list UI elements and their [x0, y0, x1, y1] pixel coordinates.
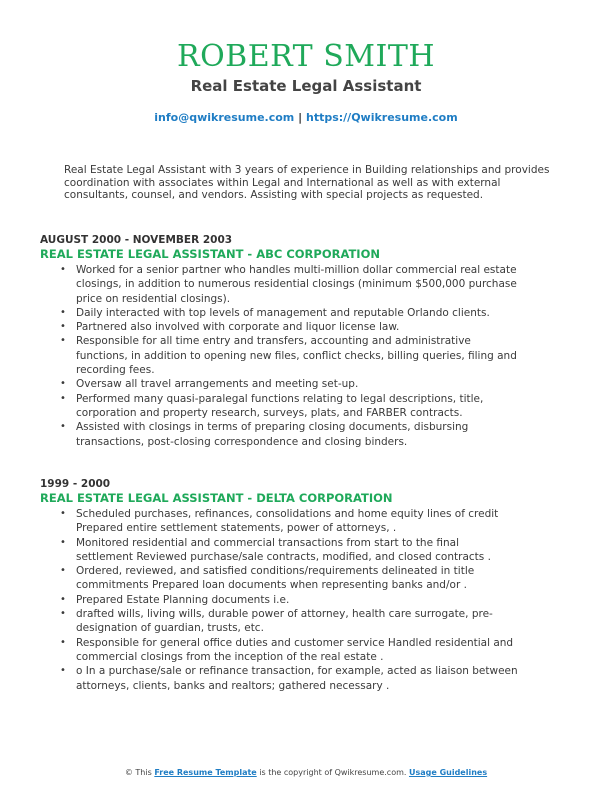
website-link[interactable]: https://Qwikresume.com — [305, 111, 458, 124]
bullet-icon: • — [60, 593, 66, 605]
bullet-icon: • — [60, 392, 66, 404]
bullet-text: Assisted with closings in terms of preparing closing documents, disbursing transactions, post-closing correspondence and closing binders. — [76, 421, 469, 448]
bullet-icon: • — [60, 565, 66, 577]
job-bullet — [40, 664, 518, 693]
experience-entry — [40, 234, 580, 449]
job-bullet-list — [40, 263, 580, 449]
bullet-text: drafted wills, living wills, durable power of attorney, health care surrogate, pre-designation of guardian, trusts, etc. — [76, 608, 493, 635]
job-bullet — [40, 334, 518, 377]
usage-guidelines-link[interactable]: Usage Guidelines — [408, 768, 488, 777]
job-bullet — [40, 420, 518, 449]
bullet-text: Scheduled purchases, refinances, consolidations and home equity lines of credit Prepared entire settlement statements, power of attorneys, . — [76, 508, 499, 535]
job-bullet — [40, 306, 518, 320]
experience-entry — [40, 478, 580, 693]
bullet-icon: • — [60, 378, 66, 390]
candidate-name: ROBERT SMITH — [176, 39, 436, 74]
job-bullet — [40, 607, 518, 636]
bullet-text: Oversaw all travel arrangements and meeting set-up. — [76, 378, 359, 391]
candidate-title: Real Estate Legal Assistant — [190, 77, 422, 95]
job-bullet — [40, 392, 518, 421]
bullet-icon: • — [60, 335, 66, 347]
contact-separator: | — [298, 111, 303, 124]
job-bullet — [40, 507, 518, 536]
bullet-icon: • — [60, 421, 66, 433]
bullet-text: Responsible for general office duties and customer service Handled residential and commercial closings from the inception of the real estate . — [76, 636, 514, 663]
job-bullet-list — [40, 507, 580, 693]
bullet-icon: • — [60, 608, 66, 620]
footer-middle: is the copyright of Qwikresume.com. — [259, 768, 407, 777]
job-bullet — [40, 320, 518, 334]
bullet-text: Responsible for all time entry and transfers, accounting and administrative functions, in addition to opening new files, conflict checks, billing queries, filing and recording fees. — [76, 335, 517, 377]
job-bullet — [40, 377, 518, 391]
bullet-text: Monitored residential and commercial transactions from start to the final settlement Reviewed purchase/sale contracts, modified, and closed contracts . — [76, 536, 491, 563]
bullet-text: Worked for a senior partner who handles multi-million dollar commercial real estate closings, in addition to numerous residential closings (minimum $500,000 purchase price on residential closings). — [76, 264, 517, 305]
job-dates: AUGUST 2000 - NOVEMBER 2003 — [40, 234, 233, 246]
summary-paragraph: Real Estate Legal Assistant with 3 years of experience in Building relationships and provides coordination with associates within Legal and International as well as with external consultants, counsel, and vendors. Assisting with special projects as requested. — [64, 164, 550, 202]
job-bullet — [40, 536, 518, 565]
bullet-icon: • — [60, 306, 66, 318]
bullet-text: Ordered, reviewed, and satisfied conditions/requirements delineated in title commitments Prepared loan documents when representing banks and/or . — [76, 565, 475, 592]
job-bullet — [40, 263, 518, 306]
bullet-icon: • — [60, 321, 66, 333]
job-bullet — [40, 636, 518, 665]
bullet-icon: • — [60, 636, 66, 648]
contact-line — [0, 111, 612, 125]
footer-prefix: © This — [124, 768, 152, 777]
job-heading: REAL ESTATE LEGAL ASSISTANT - ABC CORPORATION — [40, 247, 380, 261]
bullet-text: Partnered also involved with corporate and liquor license law. — [76, 321, 400, 334]
bullet-icon: • — [60, 536, 66, 548]
job-heading: REAL ESTATE LEGAL ASSISTANT - DELTA CORPORATION — [40, 491, 393, 505]
footer — [0, 768, 612, 778]
bullet-text: Performed many quasi-paralegal functions relating to legal descriptions, title, corporation and property research, surveys, plats, and FARBER contracts. — [76, 392, 484, 419]
job-bullet — [40, 593, 518, 607]
bullet-icon: • — [60, 264, 66, 275]
bullet-icon: • — [60, 508, 66, 519]
bullet-text: Daily interacted with top levels of management and reputable Orlando clients. — [76, 306, 490, 319]
bullet-text: Prepared Estate Planning documents i.e. — [76, 593, 290, 606]
email-link[interactable]: info@qwikresume.com — [154, 111, 295, 124]
free-resume-template-link[interactable]: Free Resume Template — [154, 768, 257, 777]
job-bullet — [40, 564, 518, 593]
bullet-text: o In a purchase/sale or refinance transaction, for example, acted as liaison between attorneys, clients, banks and realtors; gathered necessary . — [76, 665, 518, 692]
job-dates: 1999 - 2000 — [40, 478, 111, 490]
bullet-icon: • — [60, 665, 66, 677]
